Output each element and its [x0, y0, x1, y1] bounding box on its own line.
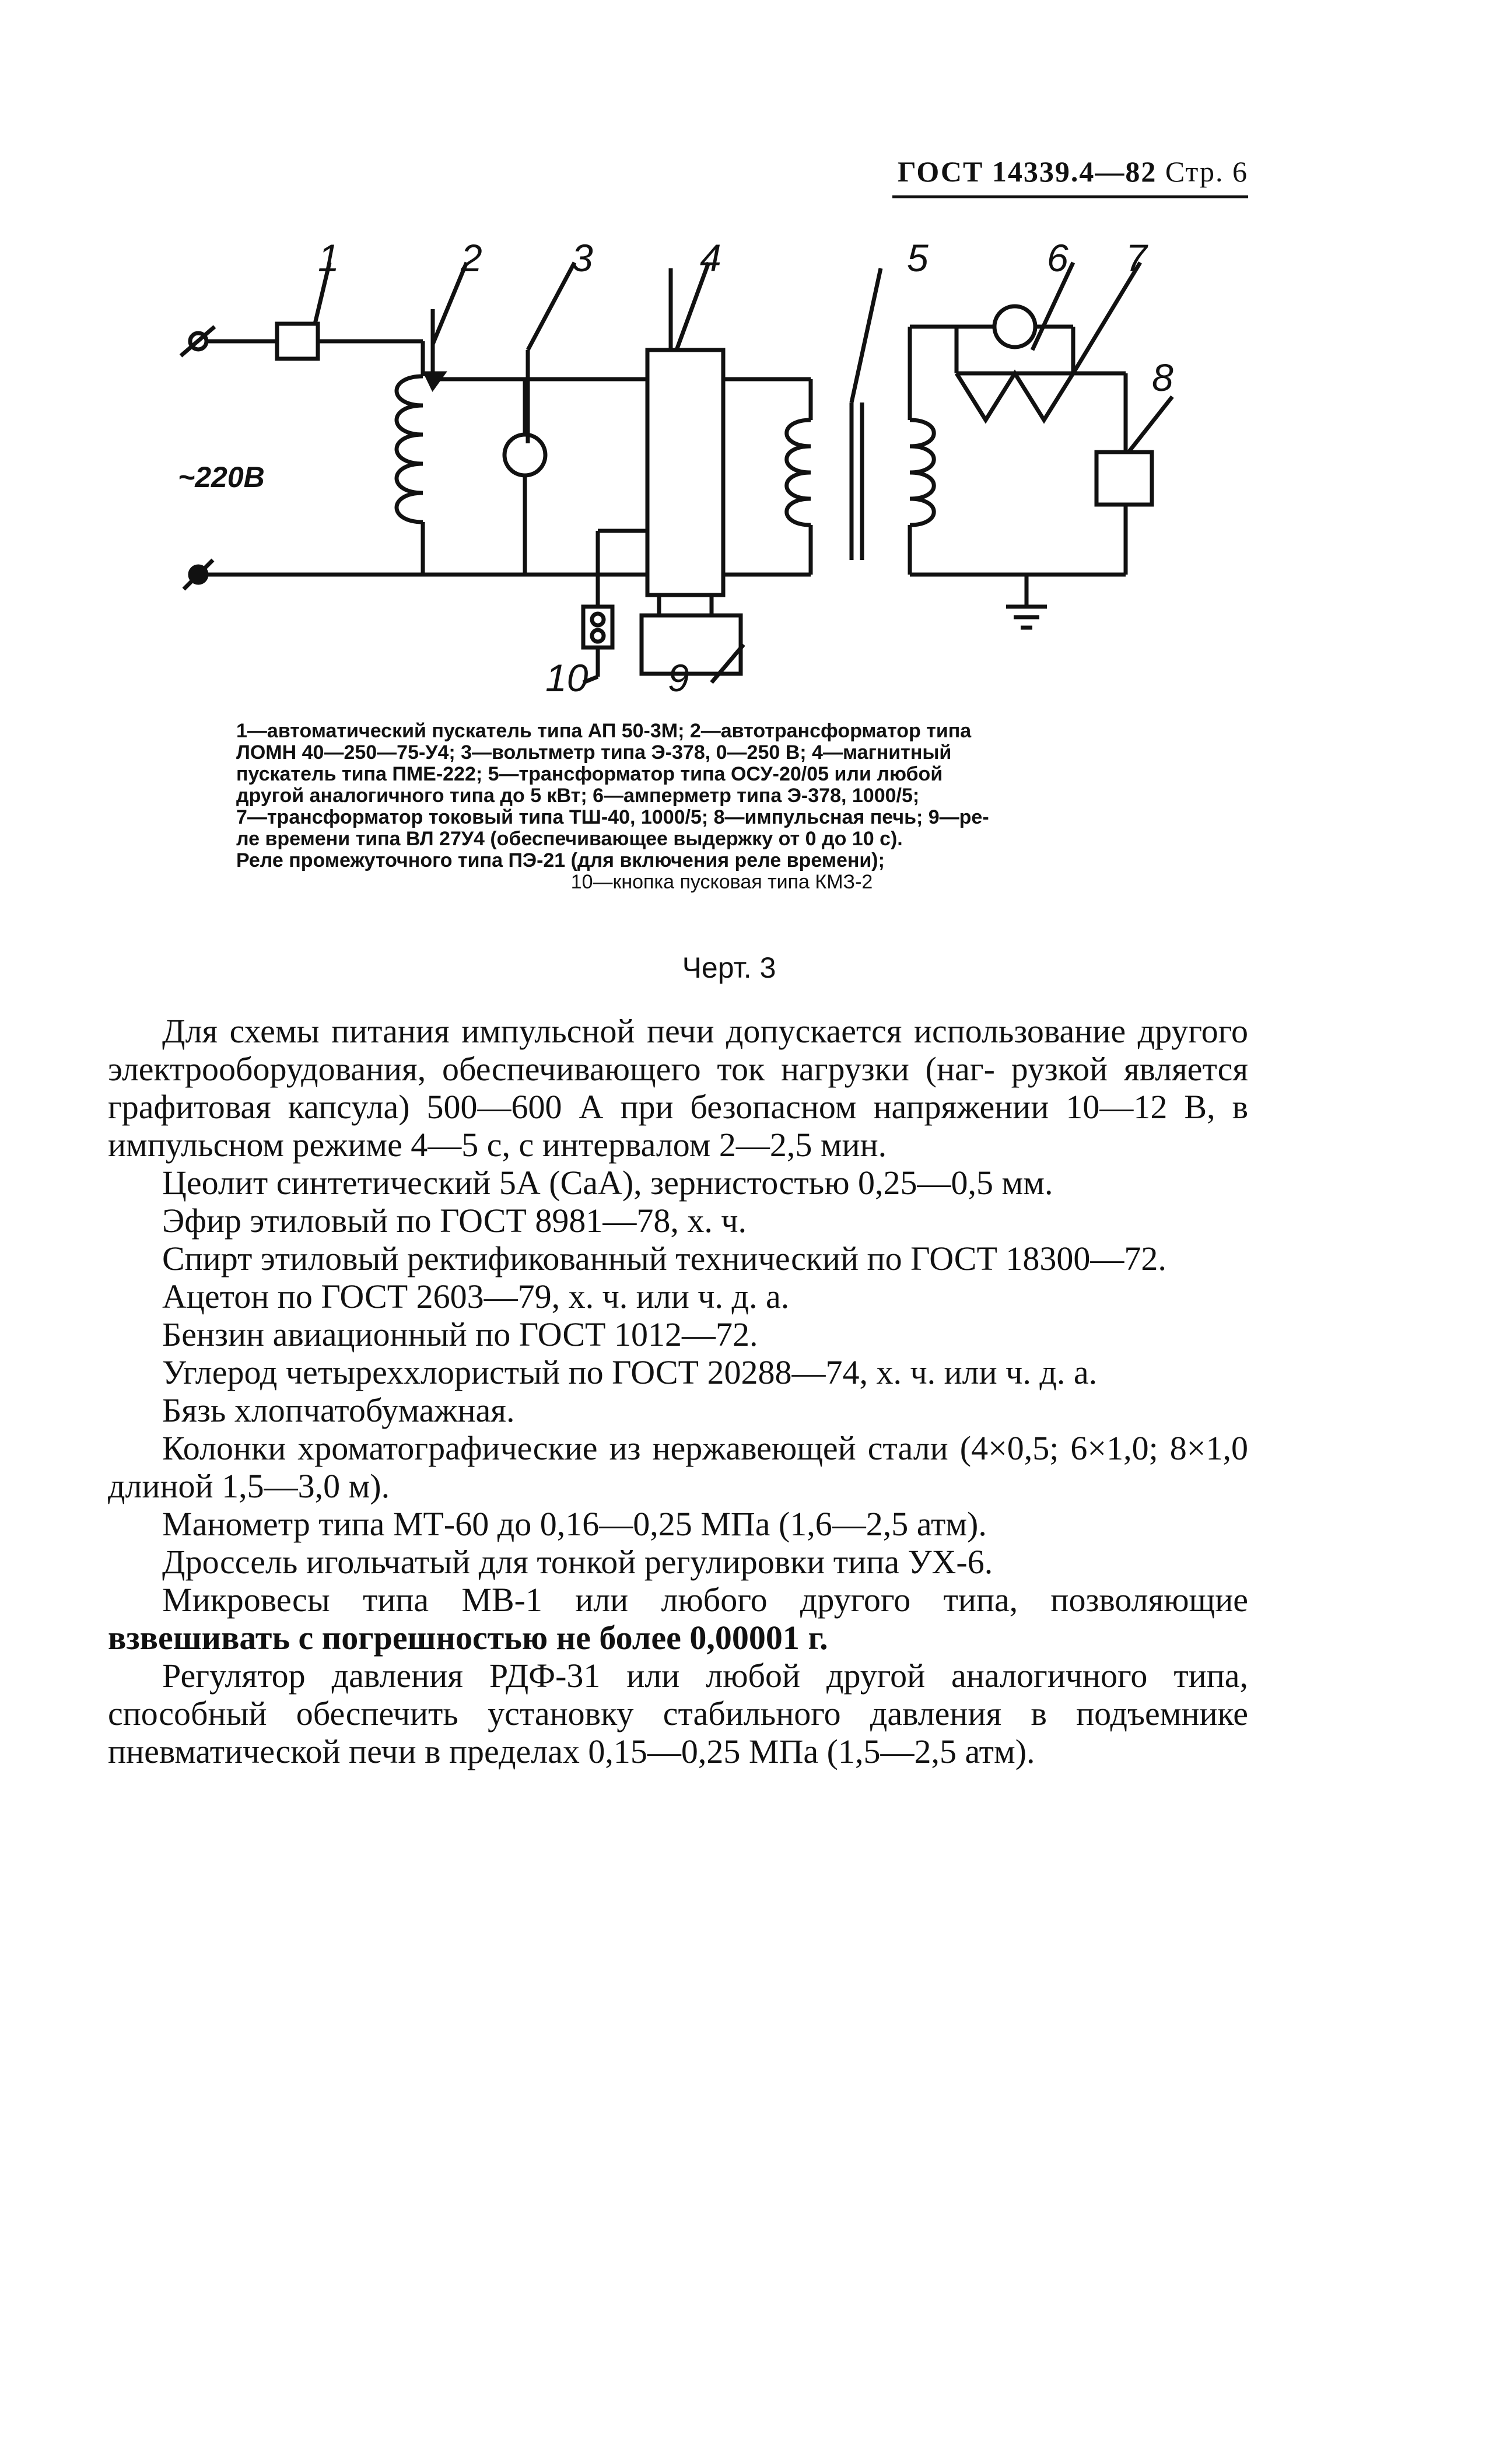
paragraph-cloth: Бязь хлопчатобумажная.: [162, 1391, 515, 1429]
text-line: взвешивать с погрешностью не более 0,00001 г.: [108, 1619, 828, 1657]
scheme-label-5: 5: [907, 236, 929, 279]
circuit-diagram: [0, 0, 1510, 729]
ammeter-6: [994, 306, 1035, 347]
text-line: ч. д. а.: [1006, 1353, 1098, 1391]
paragraph-manometer: Манометр типа МТ-60 до 0,16—0,25 МПа (1,6—2,5 атм).: [162, 1505, 987, 1543]
magnetic-starter-4: [647, 350, 723, 595]
scheme-label-2: 2: [461, 236, 482, 279]
standard-code: ГОСТ 14339.4—82: [897, 155, 1157, 188]
current-transformer-7: [957, 373, 1073, 420]
paragraph-carbon-tetrachloride: [108, 1353, 1248, 1391]
page-number: Стр. 6: [1165, 155, 1248, 188]
paragraph-gasoline: Бензин авиационный по ГОСТ 1012—72.: [162, 1315, 758, 1353]
scheme-label-1: 1: [318, 236, 339, 279]
paragraph-columns: [108, 1429, 1248, 1505]
text-line: 2—2,5 мин.: [719, 1126, 887, 1164]
paragraph-zeolite: Цеолит синтетический 5А (СаА), зернистостью 0,25—0,5 мм.: [162, 1164, 1053, 1202]
figure-legend: [236, 720, 1207, 893]
transformer-secondary-coil: [910, 420, 934, 525]
legend-line: ЛОМН 40—250—75-У4; 3—вольтметр типа Э-378, 0—250 В; 4—магнитный: [236, 741, 952, 764]
scheme-label-9: 9: [668, 656, 689, 699]
legend-line: 10—кнопка пусковая типа КМЗ-2: [570, 871, 873, 893]
text-line: Колонки хроматографические из нержавеющей стали (4×0,5;: [162, 1429, 1059, 1467]
scheme-label-4: 4: [700, 236, 721, 279]
text-line: Углерод четыреххлористый по ГОСТ 20288—74, х. ч. или: [162, 1353, 997, 1391]
text-line: Для схемы питания импульсной печи допускается использование: [162, 1012, 1126, 1050]
legend-line: ле времени типа ВЛ 27У4 (обеспечивающее выдержку от 0 до 10 с).: [236, 828, 903, 850]
voltage-label: ~220В: [178, 461, 265, 494]
text-line: подъемнике пневматической печи в пределах 0,15—0,25 МПа: [108, 1695, 1248, 1770]
text-line: типа, способный обеспечить установку стабильного давления в: [108, 1657, 1248, 1732]
text-line: 18300—72.: [1006, 1240, 1166, 1278]
paragraph-alcohol: [108, 1240, 1248, 1278]
text-line: рузкой является графитовая капсула) 500—600 А при безопасном: [108, 1050, 1249, 1126]
paragraph-pressure-regulator: [108, 1657, 1248, 1770]
starter-1-box: [277, 324, 318, 359]
scheme-label-8: 8: [1152, 356, 1173, 399]
legend-line: пускатель типа ПМЕ-222; 5—трансформатор типа ОСУ-20/05 или любой: [236, 763, 943, 785]
legend-line: 1—автоматический пускатель типа АП 50-3М; 2—автотрансформатор типа: [236, 720, 972, 742]
text-line: Регулятор давления РДФ-31 или любой другой аналогичного: [162, 1657, 1148, 1695]
legend-line: 7—трансформатор токовый типа ТШ-40, 1000/5; 8—импульсная печь; 9—ре-: [236, 806, 989, 828]
text-line: Спирт этиловый ректификованный технический по ГОСТ: [162, 1240, 997, 1278]
text-line: 6×1,0; 8×1,0 длиной 1,5—3,0 м).: [108, 1429, 1248, 1505]
scheme-label-3: 3: [572, 236, 593, 279]
impulse-furnace-8: [1096, 452, 1152, 505]
paragraph-throttle: Дроссель игольчатый для тонкой регулировки типа УХ-6.: [162, 1543, 993, 1581]
legend-line: другой аналогичного типа до 5 кВт; 6—амперметр типа Э-378, 1000/5;: [236, 785, 920, 807]
scheme-label-7: 7: [1126, 236, 1147, 279]
scheme-label-10: 10: [545, 656, 588, 699]
legend-line: Реле промежуточного типа ПЭ-21 (для включения реле времени);: [236, 849, 885, 872]
body-text: [108, 1012, 1248, 1770]
paragraph-ether: Эфир этиловый по ГОСТ 8981—78, х. ч.: [162, 1202, 747, 1240]
transformer-primary-coil: [787, 420, 811, 525]
paragraph-equipment: [108, 1012, 1248, 1164]
autotransformer-coil: [397, 376, 423, 522]
paragraph-microbalance: [108, 1581, 1248, 1657]
paragraph-acetone: Ацетон по ГОСТ 2603—79, х. ч. или ч. д. а.: [162, 1278, 790, 1315]
text-line: (1,5—2,5 атм).: [826, 1732, 1035, 1770]
text-line: другого электрооборудования, обеспечивающего ток нагрузки (наг-: [108, 1012, 1248, 1088]
text-line: напряжении 10—12 В, в импульсном режиме 4—5 с, с интервалом: [108, 1088, 1249, 1164]
voltmeter-3: [504, 435, 545, 475]
figure-caption: Черт. 3: [682, 951, 776, 984]
text-line: Микровесы типа МВ-1 или любого другого типа, позволяющие: [162, 1581, 1248, 1619]
scheme-label-6: 6: [1047, 236, 1068, 279]
